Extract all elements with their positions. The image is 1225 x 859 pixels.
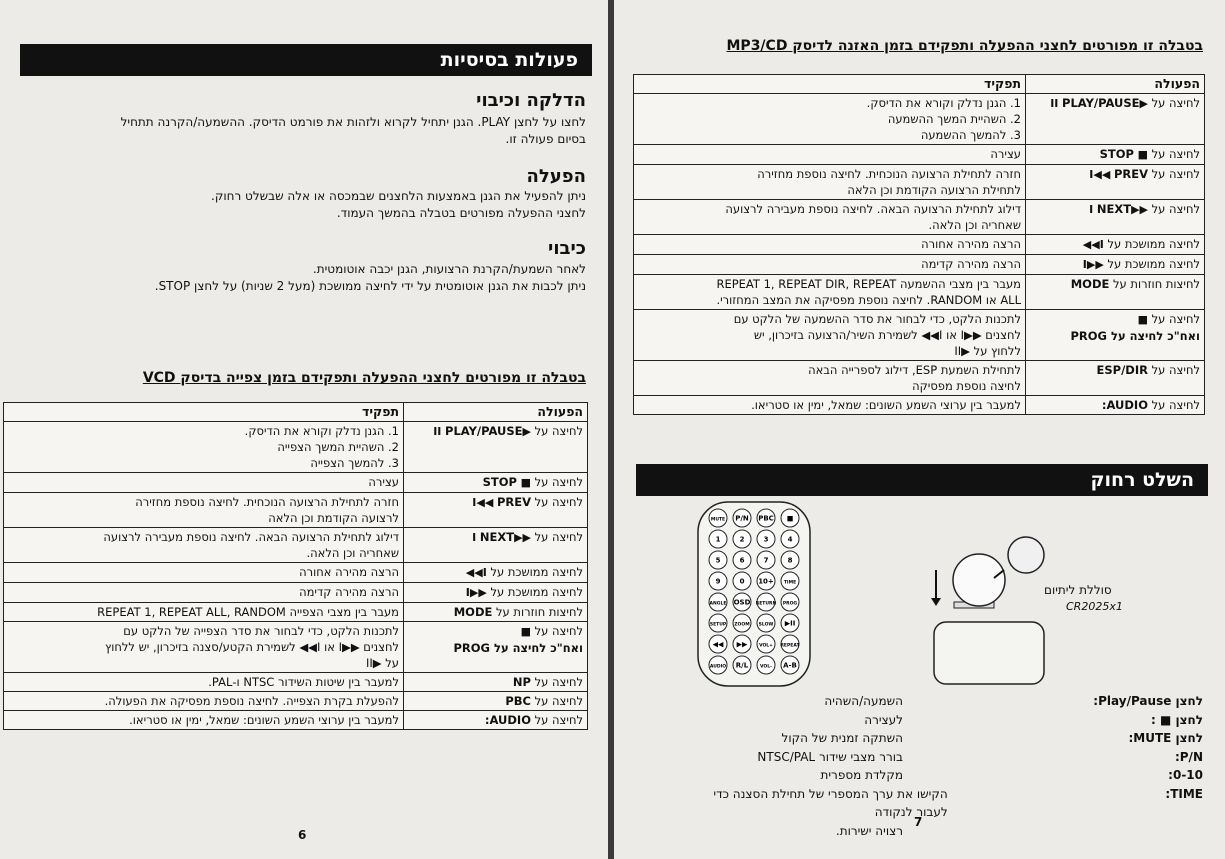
legend-spacer	[903, 766, 1083, 785]
remote-button-label: ▶II	[784, 619, 796, 628]
legend-row	[683, 766, 1203, 785]
action-text: לחיצה ממושכת על	[490, 565, 583, 579]
table-row	[4, 493, 588, 528]
role-line: לתחילת הרצועה הקודמת וכן הלאה	[847, 183, 1021, 197]
button-symbol-icon: ▶▶I	[472, 531, 531, 544]
table-row	[4, 422, 588, 473]
col-header-action: הפעולה	[404, 403, 588, 422]
remote-button-label: OSD	[733, 598, 751, 607]
legend-key: לחצן MUTE:	[1128, 731, 1203, 745]
table-row	[4, 692, 588, 711]
button-symbol-icon: I◀◀	[465, 566, 487, 579]
role-cell	[634, 361, 1026, 396]
action-cell	[404, 563, 588, 583]
battery-illustration	[914, 510, 1064, 685]
action-cell	[404, 711, 588, 730]
remote-button-label: ANGLE	[709, 601, 727, 607]
remote-button-label: 9	[715, 577, 721, 586]
role-cell	[4, 563, 404, 583]
button-symbol-icon: ▶▶I	[465, 586, 487, 599]
role-cell	[4, 711, 404, 730]
remote-button-label: 5	[715, 556, 721, 565]
button-key-name: STOP	[1099, 147, 1134, 161]
page-number: 7	[914, 815, 923, 829]
role-cell	[4, 473, 404, 493]
table-row	[4, 622, 588, 673]
action-cell	[404, 493, 588, 528]
button-symbol-icon: ■	[1137, 148, 1148, 161]
legend-spacer	[903, 748, 1083, 767]
table-row	[634, 235, 1205, 255]
action-text: לחיצה על	[534, 495, 583, 509]
action-cell	[1026, 275, 1205, 310]
action-text: לחיצה על	[534, 424, 583, 438]
role-cell	[634, 165, 1026, 200]
remote-button-label: 6	[739, 556, 745, 565]
legend-value: בורר מצבי שידור NTSC/PAL	[757, 749, 903, 764]
button-key-name: PBC	[505, 694, 531, 708]
table-row	[4, 673, 588, 692]
role-line: למעבר בין ערוצי השמע השונים: שמאל, ימין או סטריאו.	[751, 398, 1021, 412]
line: ניתן לכבות את הגנן אוטומטית על ידי לחיצה ממושכת (מעל 2 שניות) על לחצן STOP.	[154, 279, 586, 293]
remote-button-label: A-B	[783, 661, 797, 670]
remote-button-label: TIME	[783, 580, 797, 586]
role-cell	[4, 493, 404, 528]
legend-value: השתקה זמנית של הקול	[781, 731, 903, 745]
button-symbol-icon: ▶▶I	[1082, 258, 1104, 271]
battery-model: CR2025x1	[1066, 600, 1123, 613]
role-line: שאחריה וכן הלאה.	[306, 546, 399, 560]
table-row	[634, 255, 1205, 275]
legend-row	[683, 729, 1203, 748]
button-key-name: PREV	[496, 495, 531, 509]
action-cell	[404, 603, 588, 622]
battery-label: סוללת ליתיום	[1044, 583, 1112, 597]
button-key-name: NEXT	[479, 530, 515, 544]
remote-legend	[683, 692, 1203, 840]
role-line: 3. להמשך הצפייה	[310, 456, 399, 470]
remote-button-label: P/N	[735, 514, 749, 523]
role-cell	[634, 275, 1026, 310]
role-cell	[634, 94, 1026, 145]
legend-row	[683, 822, 1203, 841]
remote-bottom	[934, 622, 1044, 684]
page-7	[614, 0, 1225, 859]
table-row	[634, 396, 1205, 415]
legend-key	[1083, 822, 1203, 841]
line: לחצו על לחצן PLAY. הגנן יתחיל לקרוא ולזהות את פורמט הדיסק. ההשמעה/הקרנה תתחיל	[120, 115, 586, 129]
remote-button-label: PROG	[782, 601, 798, 607]
role-line: חזרה לתחילת הרצועה הנוכחית. לחיצה נוספת מחזירה	[757, 167, 1021, 181]
button-symbol-icon: ▶II	[433, 425, 531, 438]
role-line: מעבר בין מצבי הצפייה REPEAT 1, REPEAT ALL, RANDOM	[97, 605, 399, 619]
legend-row	[683, 785, 1203, 822]
remote-button-label: 8	[787, 556, 793, 565]
role-line: להפעלת בקרת הצפייה. לחיצה נוספת מפסיקה את הפעולה.	[104, 694, 399, 708]
role-line: הרצה מהירה אחורה	[299, 565, 399, 579]
remote-button-label: 2	[739, 535, 745, 544]
role-line: למעבר בין שיטות השידור NTSC ו-PAL.	[208, 675, 399, 689]
remote-button-label: RETURN	[755, 601, 777, 607]
button-symbol-icon: I◀◀	[1082, 238, 1104, 251]
role-line: דילוג לתחילת הרצועה הבאה. לחיצה נוספת מעבירה לרצועה	[103, 530, 399, 544]
action-text: לחיצה על	[534, 694, 583, 708]
coin-battery	[1008, 537, 1044, 573]
action-text: לחיצה ממושכת על	[1107, 257, 1200, 271]
role-cell	[634, 310, 1026, 361]
table-row	[634, 94, 1205, 145]
action-text: לחיצה ממושכת על	[1107, 237, 1200, 251]
action-cell	[1026, 165, 1205, 200]
remote-button-label: AUDIO	[709, 664, 727, 670]
legend-value: רצויה ישירות.	[835, 823, 903, 838]
role-cell	[4, 528, 404, 563]
remote-button-label: R/L	[735, 661, 749, 670]
action-cell	[1026, 235, 1205, 255]
action-text: לחיצה על	[1151, 363, 1200, 377]
remote-button-label: REPEAT	[780, 643, 800, 649]
remote-button-label: VOL-	[760, 664, 772, 670]
line: בסיום פעולה זו.	[505, 132, 586, 146]
action-cell	[404, 583, 588, 603]
remote-button-label: 7	[763, 556, 769, 565]
action-text: לחיצה על	[534, 530, 583, 544]
role-line: 1. הגנן נדלק וקורא את הדיסק.	[866, 96, 1021, 110]
remote-button-label: VOL+	[759, 643, 773, 649]
role-line: לתכנות הלקט, כדי לבחור את סדר הצפייה של הלקט עם	[123, 624, 399, 638]
remote-control-illustration	[694, 500, 814, 690]
role-line: לחצנים ▶▶I או I◀◀ לשמירת השיר/הרצועה בזיכרון, יש	[753, 328, 1021, 342]
remote-button-label: SETUP	[709, 622, 727, 628]
battery-slot	[953, 554, 1005, 606]
legend-value: מקלדת מספרית	[820, 768, 903, 782]
action-cell	[404, 692, 588, 711]
role-cell	[4, 673, 404, 692]
role-line: 3. להמשך ההשמעה	[920, 128, 1021, 142]
section-title-shutdown: כיבוי	[548, 238, 586, 259]
table-row	[634, 145, 1205, 165]
action-text: לחיצה על	[1151, 167, 1200, 181]
role-line: 1. הגנן נדלק וקורא את הדיסק.	[244, 424, 399, 438]
role-line: למעבר בין ערוצי השמע השונים: שמאל, ימין או סטריאו.	[129, 713, 399, 727]
role-line: ALL או RANDOM. לחיצה נוספת מפסיקה את המצב המחזורי.	[716, 293, 1021, 307]
button-key-name: PREV	[1113, 167, 1148, 181]
legend-key: P/N:	[1174, 749, 1203, 764]
button-symbol-icon: I◀◀	[472, 496, 494, 509]
action-cell	[1026, 361, 1205, 396]
remote-button-label: PBC	[758, 514, 774, 523]
role-cell	[634, 235, 1026, 255]
role-line: מעבר בין מצבי ההשמעה REPEAT 1, REPEAT DIR, REPEAT	[716, 277, 1021, 291]
col-header-role: תפקיד	[4, 403, 404, 422]
action-text: לחיצה על	[1151, 96, 1200, 110]
role-line: חזרה לתחילת הרצועה הנוכחית. לחיצה נוספת מחזירה	[135, 495, 399, 509]
role-line: על ▶II	[365, 656, 399, 670]
role-cell	[634, 145, 1026, 165]
section-text-operation	[6, 188, 586, 222]
remote-button-label: MUTE	[710, 517, 726, 523]
table-row	[634, 200, 1205, 235]
action-text: לחיצה על	[1151, 398, 1200, 412]
role-line: לחיצה נוספת מפסיקה	[912, 379, 1021, 393]
action-text: לחיצה על	[1151, 312, 1200, 326]
remote-button-label: ■	[786, 514, 794, 523]
legend-row	[683, 711, 1203, 730]
remote-button-label: 10+	[758, 577, 774, 586]
remote-control-banner: השלט רחוק	[636, 464, 1208, 496]
page-number: 6	[298, 828, 307, 842]
action-cell	[1026, 255, 1205, 275]
button-key-name: PLAY/PAUSE	[1062, 96, 1140, 110]
action-text: לחיצה ממושכת על	[490, 585, 583, 599]
role-line: לחצנים ▶▶I או I◀◀ לשמירת הקטע/סצנה בזיכרון, יש ללחוץ	[104, 640, 399, 654]
role-line: עצירה	[990, 147, 1021, 161]
table-row	[634, 275, 1205, 310]
remote-button-label: 4	[787, 535, 793, 544]
legend-spacer	[903, 729, 1083, 748]
role-cell	[4, 603, 404, 622]
action-cell	[404, 422, 588, 473]
action-cell	[1026, 200, 1205, 235]
action-extra: ואח"כ לחיצה על PROG	[1070, 329, 1200, 343]
remote-button-label: ▶▶	[736, 640, 748, 649]
button-symbol-icon: ■	[1137, 313, 1148, 326]
vcd-controls-table	[3, 402, 588, 730]
legend-spacer	[903, 692, 1083, 711]
role-cell	[4, 692, 404, 711]
button-key-name: STOP	[482, 475, 517, 489]
line: לאחר השמעת/הקרנת הרצועות, הגנן יכבה אוטומטית.	[312, 262, 586, 276]
action-text: לחיצה על	[534, 624, 583, 638]
legend-value: לעצירה	[864, 712, 903, 727]
role-line: עצירה	[368, 475, 399, 489]
button-symbol-icon: ▶▶I	[1089, 203, 1148, 216]
table-row	[4, 473, 588, 493]
remote-button-label: SLOW	[758, 622, 774, 628]
role-line: לרצועה הקודמת וכן הלאה	[268, 511, 399, 525]
section-title-operation: הפעלה	[526, 166, 586, 187]
role-cell	[4, 622, 404, 673]
table-row	[634, 361, 1205, 396]
vcd-table-title: בטבלה זו מפורטים לחצני ההפעלה ותפקידם בזמן צפייה בדיסק VCD	[142, 370, 586, 386]
legend-spacer	[903, 711, 1083, 730]
role-line: הרצה מהירה אחורה	[921, 237, 1021, 251]
table-row	[4, 528, 588, 563]
action-text: לחיצות חוזרות על	[496, 605, 583, 619]
button-key-name: MODE	[1070, 277, 1110, 291]
line: לחצני ההפעלה מפורטים בטבלה בהמשך העמוד.	[336, 206, 586, 220]
line: ניתן להפעיל את הגנן באמצעות הלחצנים שבמכסה או אלה שבשלט רחוק.	[211, 189, 586, 203]
table-row	[4, 563, 588, 583]
action-cell	[404, 622, 588, 673]
table-row	[634, 165, 1205, 200]
role-cell	[4, 583, 404, 603]
action-text: לחיצה על	[534, 475, 583, 489]
table-row	[4, 711, 588, 730]
button-symbol-icon: ■	[520, 625, 531, 638]
legend-row	[683, 748, 1203, 767]
action-text: לחיצה על	[534, 675, 583, 689]
mp3-controls-table	[633, 74, 1205, 415]
role-line: ללחוץ על ▶II	[954, 344, 1021, 358]
action-cell	[1026, 396, 1205, 415]
action-cell	[1026, 310, 1205, 361]
action-text: לחיצה על	[534, 713, 583, 727]
button-key-name: PLAY/PAUSE	[445, 424, 523, 438]
remote-button-label: 1	[715, 535, 721, 544]
role-line: שאחריה וכן הלאה.	[928, 218, 1021, 232]
mp3-table-title: בטבלה זו מפורטים לחצני ההפעלה ותפקידם בזמן האזנה לדיסק MP3/CD	[726, 38, 1203, 54]
table-row	[4, 603, 588, 622]
remote-button-label: 3	[763, 535, 769, 544]
role-cell	[634, 255, 1026, 275]
legend-spacer	[948, 785, 1101, 822]
table-row	[634, 310, 1205, 361]
button-key-name: MODE	[453, 605, 493, 619]
action-text: לחיצה על	[1151, 202, 1200, 216]
col-header-action: הפעולה	[1026, 75, 1205, 94]
action-cell	[1026, 145, 1205, 165]
section-title-power: הדלקה וכיבוי	[476, 90, 586, 111]
table-row	[4, 583, 588, 603]
page-6	[0, 0, 608, 859]
role-cell	[634, 396, 1026, 415]
button-key-name: ESP/DIR	[1096, 363, 1148, 377]
section-text-power	[6, 114, 586, 148]
arrow-head-icon	[931, 598, 941, 606]
legend-row	[683, 692, 1203, 711]
action-cell	[404, 528, 588, 563]
legend-key: 0-10:	[1168, 768, 1203, 782]
button-key-name: NP	[512, 675, 531, 689]
button-key-name: NEXT	[1096, 202, 1132, 216]
role-line: 2. השהיית המשך ההשמעה	[887, 112, 1021, 126]
role-line: הרצה מהירה קדימה	[299, 585, 399, 599]
role-line: דילוג לתחילת הרצועה הבאה. לחיצה נוספת מעבירה לרצועה	[725, 202, 1021, 216]
action-text: לחיצות חוזרות על	[1113, 277, 1200, 291]
action-cell	[404, 673, 588, 692]
col-header-role: תפקיד	[634, 75, 1026, 94]
role-line: 2. השהיית המשך הצפייה	[277, 440, 399, 454]
button-key-name: AUDIO:	[484, 713, 531, 727]
legend-spacer	[903, 822, 1083, 841]
legend-value: הקישו את ערך המספרי של תחילת הסצנה כדי לעבור לנקודה	[713, 786, 948, 819]
button-symbol-icon: ▶II	[1050, 97, 1148, 110]
remote-button-label: ◀◀	[712, 640, 724, 649]
role-cell	[4, 422, 404, 473]
role-line: הרצה מהירה קדימה	[921, 257, 1021, 271]
button-symbol-icon: ■	[520, 476, 531, 489]
legend-key: לחצן Play/Pause:	[1093, 694, 1203, 708]
action-text: לחיצה על	[1151, 147, 1200, 161]
legend-key: TIME:	[1165, 786, 1203, 801]
action-cell	[1026, 94, 1205, 145]
button-symbol-icon: I◀◀	[1089, 168, 1111, 181]
action-cell	[404, 473, 588, 493]
role-line: לתכנות הלקט, כדי לבחור את סדר ההשמעה של הלקט עם	[733, 312, 1021, 326]
remote-button-label: ZOOM	[734, 622, 750, 628]
role-line: לתחילת השמעת ESP, דילוג לספרייה הבאה	[808, 363, 1021, 377]
legend-value: השמעה/השהיה	[824, 694, 903, 708]
button-key-name: AUDIO:	[1101, 398, 1148, 412]
remote-button-label: 0	[739, 577, 745, 586]
legend-key: לחצן ■ :	[1151, 712, 1203, 727]
role-cell	[634, 200, 1026, 235]
basic-operations-banner: פעולות בסיסיות	[20, 44, 592, 76]
section-text-shutdown	[6, 261, 586, 295]
action-extra: ואח"כ לחיצה על PROG	[453, 641, 583, 655]
